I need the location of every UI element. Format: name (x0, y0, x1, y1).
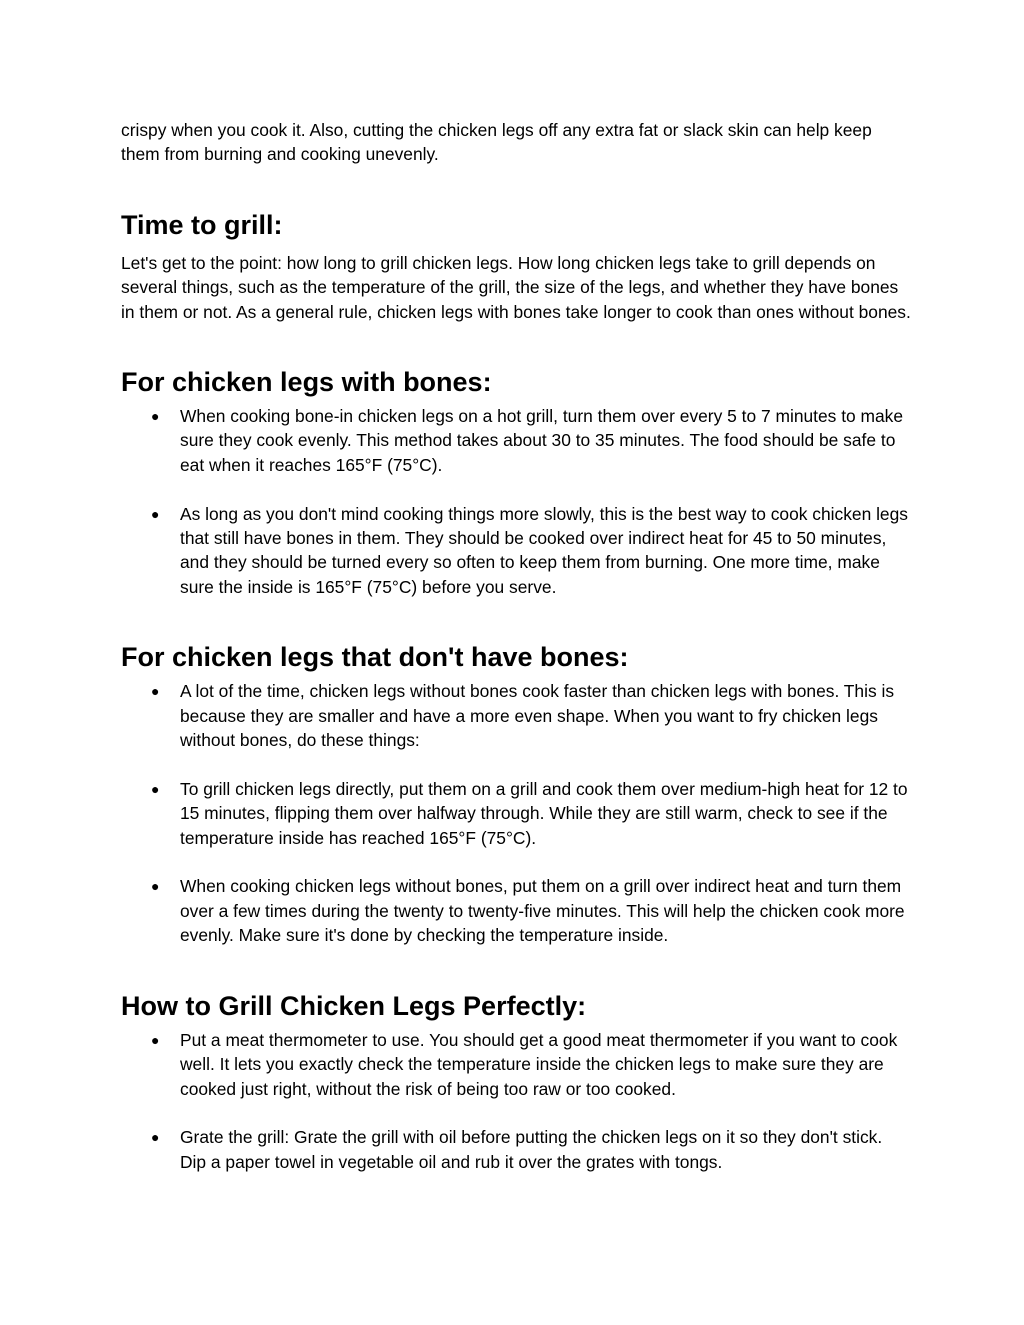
list-item-text: As long as you don't mind cooking things more slowly, this is the best way to cook chicken legs that still have bones in them. They should be cooked over indirect heat for 45 to 50 minutes, and they should be turned every so often to keep them from burning. One more time, make sure the inside is 165°F (75°C) before you serve. (180, 503, 908, 597)
bullet-icon: ● (151, 683, 160, 700)
heading-grill-perfectly: How to Grill Chicken Legs Perfectly: (121, 990, 587, 1021)
grill-perfectly-list (121, 1028, 911, 1174)
list-item (121, 502, 911, 600)
list-item-text: Put a meat thermometer to use. You should get a good meat thermometer if you want to cook well. It lets you exactly check the temperature inside the chicken legs to make sure they are cooked just right, without the risk of being too raw or too cooked. (180, 1029, 898, 1099)
list-item (121, 874, 911, 947)
document-page (121, 118, 911, 1174)
bullet-icon: ● (151, 408, 160, 425)
list-item-text: When cooking chicken legs without bones, put them on a grill over indirect heat and turn them over a few times during the twenty to twenty-five minutes. This will help the chicken cook more evenly. Make sure it's done by checking the temperature inside. (180, 876, 905, 946)
list-item-text: To grill chicken legs directly, put them on a grill and cook them over medium-high heat for 12 to 15 minutes, flipping them over halfway through. While they are still warm, check to see if the temperature inside has reached 165°F (75°C). (180, 778, 908, 848)
list-item (121, 404, 911, 477)
list-item (121, 679, 911, 752)
with-bones-list (121, 404, 911, 599)
bullet-icon: ● (151, 780, 160, 797)
list-item-text: Grate the grill: Grate the grill with oil before putting the chicken legs on it so they don't stick. Dip a paper towel in vegetable oil and rub it over the grates with tongs. (180, 1127, 883, 1172)
list-item-text: A lot of the time, chicken legs without bones cook faster than chicken legs with bones. This is because they are smaller and have a more even shape. When you want to fry chicken legs without bones, do these things: (180, 681, 895, 751)
list-item (121, 777, 911, 850)
list-item (121, 1125, 911, 1174)
without-bones-list (121, 679, 911, 947)
time-to-grill-paragraph: Let's get to the point: how long to grill chicken legs. How long chicken legs take to grill depends on several things, such as the temperature of the grill, the size of the legs, and whether they have bones in them or not. As a general rule, chicken legs with bones take longer to cook than ones without bones. (121, 252, 911, 322)
bullet-icon: ● (151, 1031, 160, 1048)
heading-without-bones: For chicken legs that don't have bones: (121, 642, 629, 673)
list-item (121, 1028, 911, 1101)
bullet-icon: ● (151, 505, 160, 522)
bullet-icon: ● (151, 878, 160, 895)
heading-time-to-grill: Time to grill: (121, 209, 283, 240)
intro-paragraph: crispy when you cook it. Also, cutting the chicken legs off any extra fat or slack skin can help keep them from burning and cooking unevenly. (121, 120, 872, 165)
heading-with-bones: For chicken legs with bones: (121, 367, 492, 398)
list-item-text: When cooking bone-in chicken legs on a hot grill, turn them over every 5 to 7 minutes to make sure they cook evenly. This method takes about 30 to 35 minutes. The food should be safe to eat when it reaches 165°F (75°C). (180, 406, 904, 475)
bullet-icon: ● (151, 1129, 160, 1146)
